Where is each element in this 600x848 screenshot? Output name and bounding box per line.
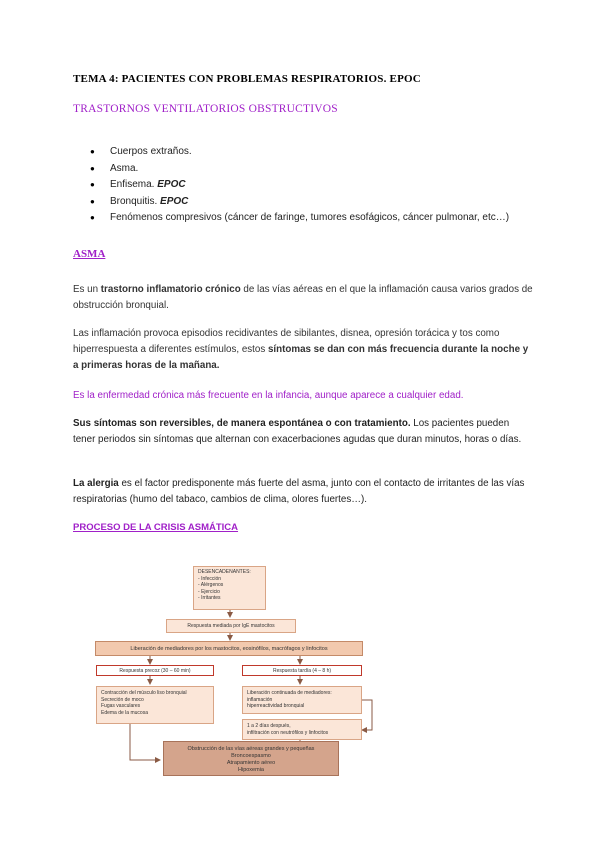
effect-item: Contracción del músculo liso bronquial [101,690,187,696]
late-effects-box-1 [242,686,362,714]
trigger-item: - Ejercicio [198,588,220,595]
late-response-box: Respuesta tardía (4 – 8 h) [242,665,362,676]
effect-item: hiperreactividad bronquial [247,703,305,709]
effect-item: infiltración con neutrófilos y linfocitos [247,729,329,736]
effect-item: inflamación [247,696,273,703]
ige-response-box: Respuesta mediada por IgE mastocitos [166,619,296,633]
outcome-box [163,741,339,776]
effect-item: Fugas vasculares [101,703,141,709]
effect-item: Edema de la mucosa [101,709,148,716]
asma-paragraph-1: Es un trastorno inflamatorio crónico de las vías aéreas en el que la inflamación causa varios grados de obstrucción bronquial. [73,284,533,311]
asma-paragraph-4: Sus síntomas son reversibles, de manera espontánea o con tratamiento. Los pacientes pueden tener periodos sin síntomas que alternan con exacerbaciones agudas que duran minutos, horas o días. [73,418,522,445]
effect-item: 1 a 2 días después, [247,723,291,729]
page-title: TEMA 4: PACIENTES CON PROBLEMAS RESPIRATORIOS. EPOC [73,73,421,85]
crisis-process-heading: PROCESO DE LA CRISIS ASMÁTICA [73,522,239,533]
trigger-item: - Alérgenos [198,582,224,588]
trigger-item: - Irritantes [198,595,221,601]
asma-paragraph-5: La alergia es el factor predisponente más fuerte del asma, junto con el contacto de irritantes de las vías respiratorias (humo del tabaco, cambios de clima, olores fuertes…). [73,478,525,505]
asma-paragraph-3: Es la enfermedad crónica más frecuente en la infancia, aunque aparece a cualquier edad. [73,390,464,401]
effect-item: Liberación continuada de mediadores: [247,690,332,696]
late-effects-box-2 [242,719,362,740]
early-effects-box [96,686,214,724]
effect-item: Secreción de moco [101,696,144,703]
list-item: ● Enfisema. EPOC [90,177,509,194]
list-item: ● Fenómenos compresivos (cáncer de faringe, tumores esofágicos, cáncer pulmonar, etc…) [90,210,509,227]
outcome-item: Hipoxemia [238,767,264,773]
list-item: ● Asma. [90,161,509,178]
outcome-item: Broncoespasmo [231,753,271,759]
asma-heading: ASMA [73,248,106,260]
list-item: ● Cuerpos extraños. [90,144,509,161]
triggers-title: DESENCADENANTES: [198,569,251,575]
outcome-item: Atrapamiento aéreo [226,760,276,766]
early-response-box: Respuesta precoz (30 – 60 min) [96,665,214,676]
section-subtitle: TRASTORNOS VENTILATORIOS OBSTRUCTIVOS [73,103,338,115]
trigger-item: - Infección [198,575,222,582]
triggers-box [193,566,266,610]
list-item: ● Bronquitis. EPOC [90,194,509,211]
mediators-box: Liberación de mediadores por los mastocitos, eosinófilos, macrófagos y linfocitos [95,641,363,656]
asma-paragraph-2: Las inflamación provoca episodios recidivantes de sibilantes, disnea, opresión torácica y tos como hiperrespuesta a diferentes estímulos, estos síntomas se dan con más frecuencia durante la noche y a primeras horas de la mañana. [73,328,529,371]
outcome-item: Obstrucción de las vías aéreas grandes y pequeñas [187,746,315,752]
